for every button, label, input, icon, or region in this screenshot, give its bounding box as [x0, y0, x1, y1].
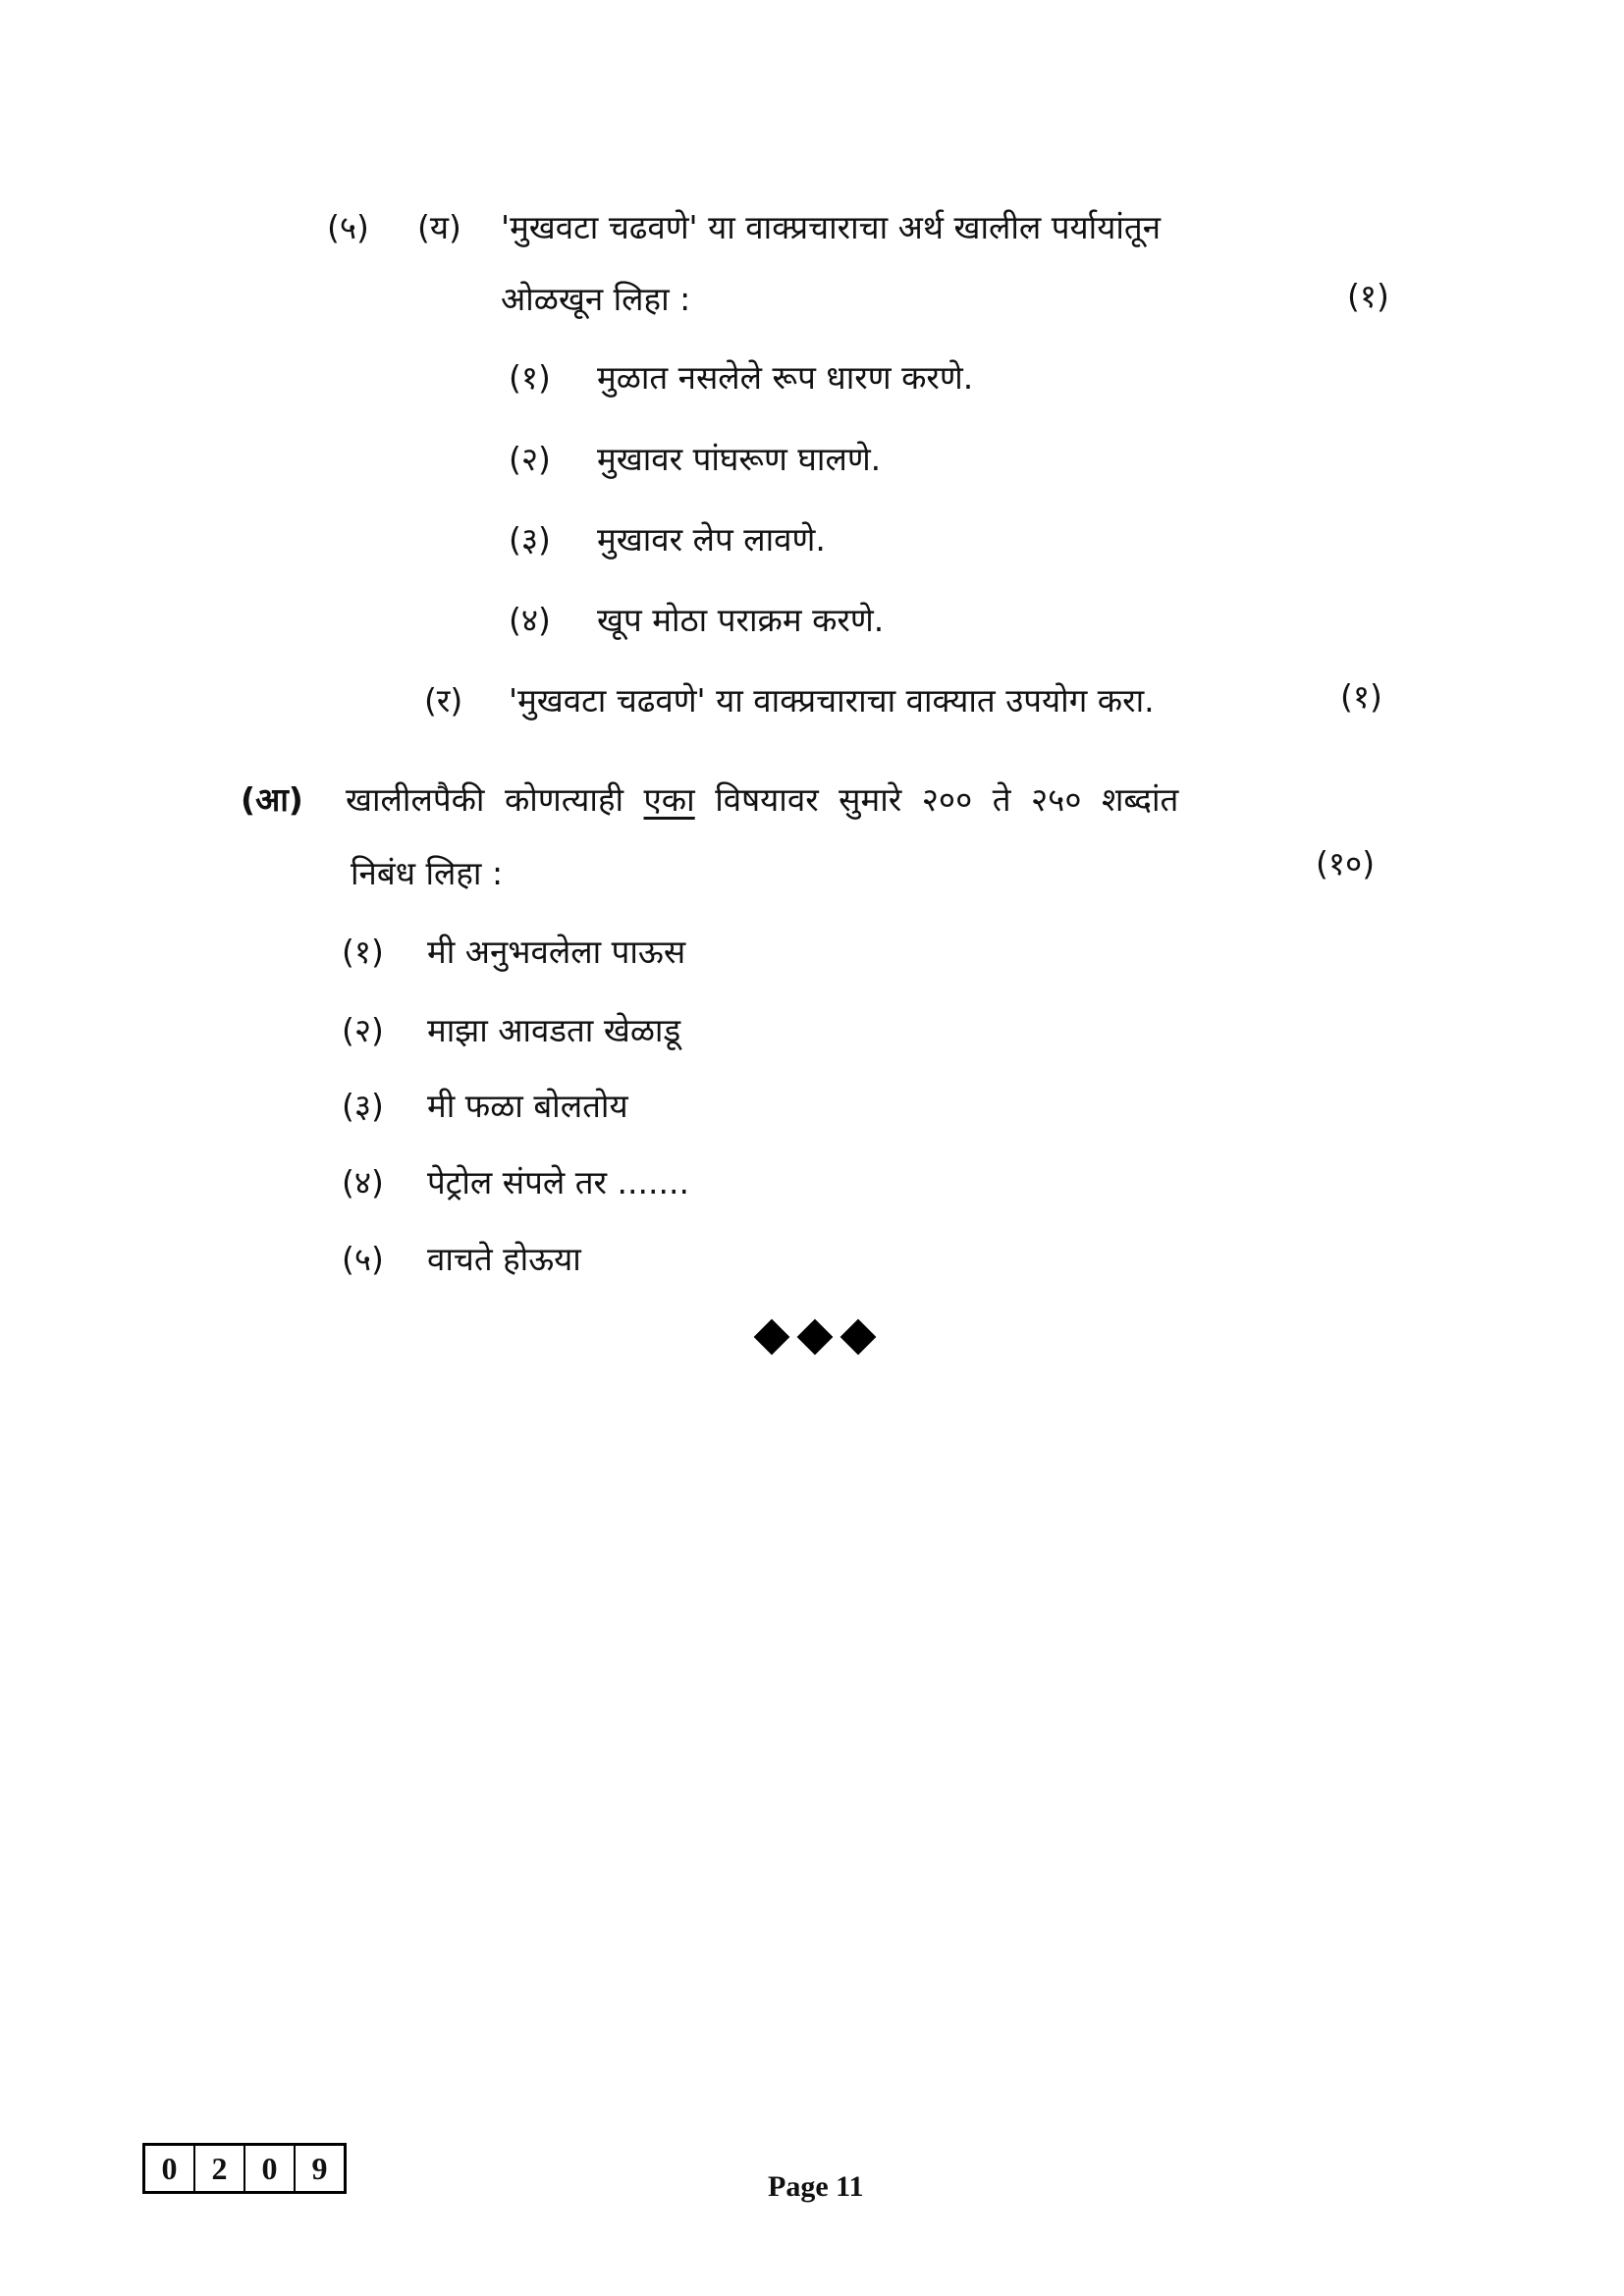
option-label: (३): [509, 520, 551, 559]
option-text: खूप मोठा पराक्रम करणे.: [597, 601, 885, 639]
question-text-cont: ओळखून लिहा :: [501, 280, 691, 318]
topic-label: (२): [342, 1011, 384, 1049]
question-label: (आ): [241, 780, 303, 819]
subquestion-label: (य): [417, 208, 461, 246]
topic-text: मी अनुभवलेला पाऊस: [427, 933, 686, 971]
code-digit: 2: [195, 2146, 245, 2191]
emphasized-word: एका: [643, 780, 695, 819]
topic-text: मी फळा बोलतोय: [427, 1087, 628, 1125]
essay-instruction-cont: निबंध लिहा :: [351, 854, 504, 892]
option-label: (४): [509, 601, 551, 639]
marks: (१): [1347, 277, 1389, 315]
diamond-icon: [754, 1319, 790, 1356]
marks: (१०): [1316, 844, 1376, 882]
instruction-text: विषयावर सुमारे २०० ते २५० शब्दांत: [715, 780, 1179, 819]
page-number: Page 11: [768, 2170, 864, 2203]
option-text: मुखावर लेप लावणे.: [597, 520, 826, 559]
topic-label: (४): [342, 1163, 384, 1201]
code-digit: 9: [311, 2150, 328, 2186]
question-text: 'मुखवटा चढवणे' या वाक्प्रचाराचा अर्थ खालील पर्यायांतून: [501, 208, 1162, 246]
option-label: (१): [509, 358, 551, 397]
topic-label: (१): [342, 933, 384, 971]
essay-instruction: [346, 780, 1178, 820]
question-text: 'मुखवटा चढवणे' या वाक्प्रचाराचा वाक्यात उपयोग करा.: [509, 681, 1155, 720]
marks: (१): [1340, 677, 1382, 716]
diamond-icon: [797, 1319, 834, 1356]
option-text: मुळात नसलेले रूप धारण करणे.: [597, 358, 974, 397]
paper-code-box: [142, 2143, 347, 2194]
diamond-icon: [840, 1319, 877, 1356]
topic-text: वाचते होऊया: [427, 1240, 581, 1278]
end-marker-diamonds: [753, 1324, 877, 1350]
subquestion-label: (र): [424, 681, 463, 720]
topic-label: (५): [342, 1240, 384, 1278]
option-label: (२): [509, 440, 551, 478]
topic-text: माझा आवडता खेळाडू: [427, 1011, 681, 1049]
code-digit: 0: [145, 2146, 195, 2191]
instruction-text: खालीलपैकी कोणत्याही: [346, 780, 624, 819]
question-number: (५): [327, 208, 369, 246]
option-text: मुखावर पांघरूण घालणे.: [597, 440, 882, 478]
code-digit: 0: [245, 2146, 296, 2191]
topic-label: (३): [342, 1087, 384, 1125]
topic-text: पेट्रोल संपले तर .......: [427, 1163, 689, 1201]
